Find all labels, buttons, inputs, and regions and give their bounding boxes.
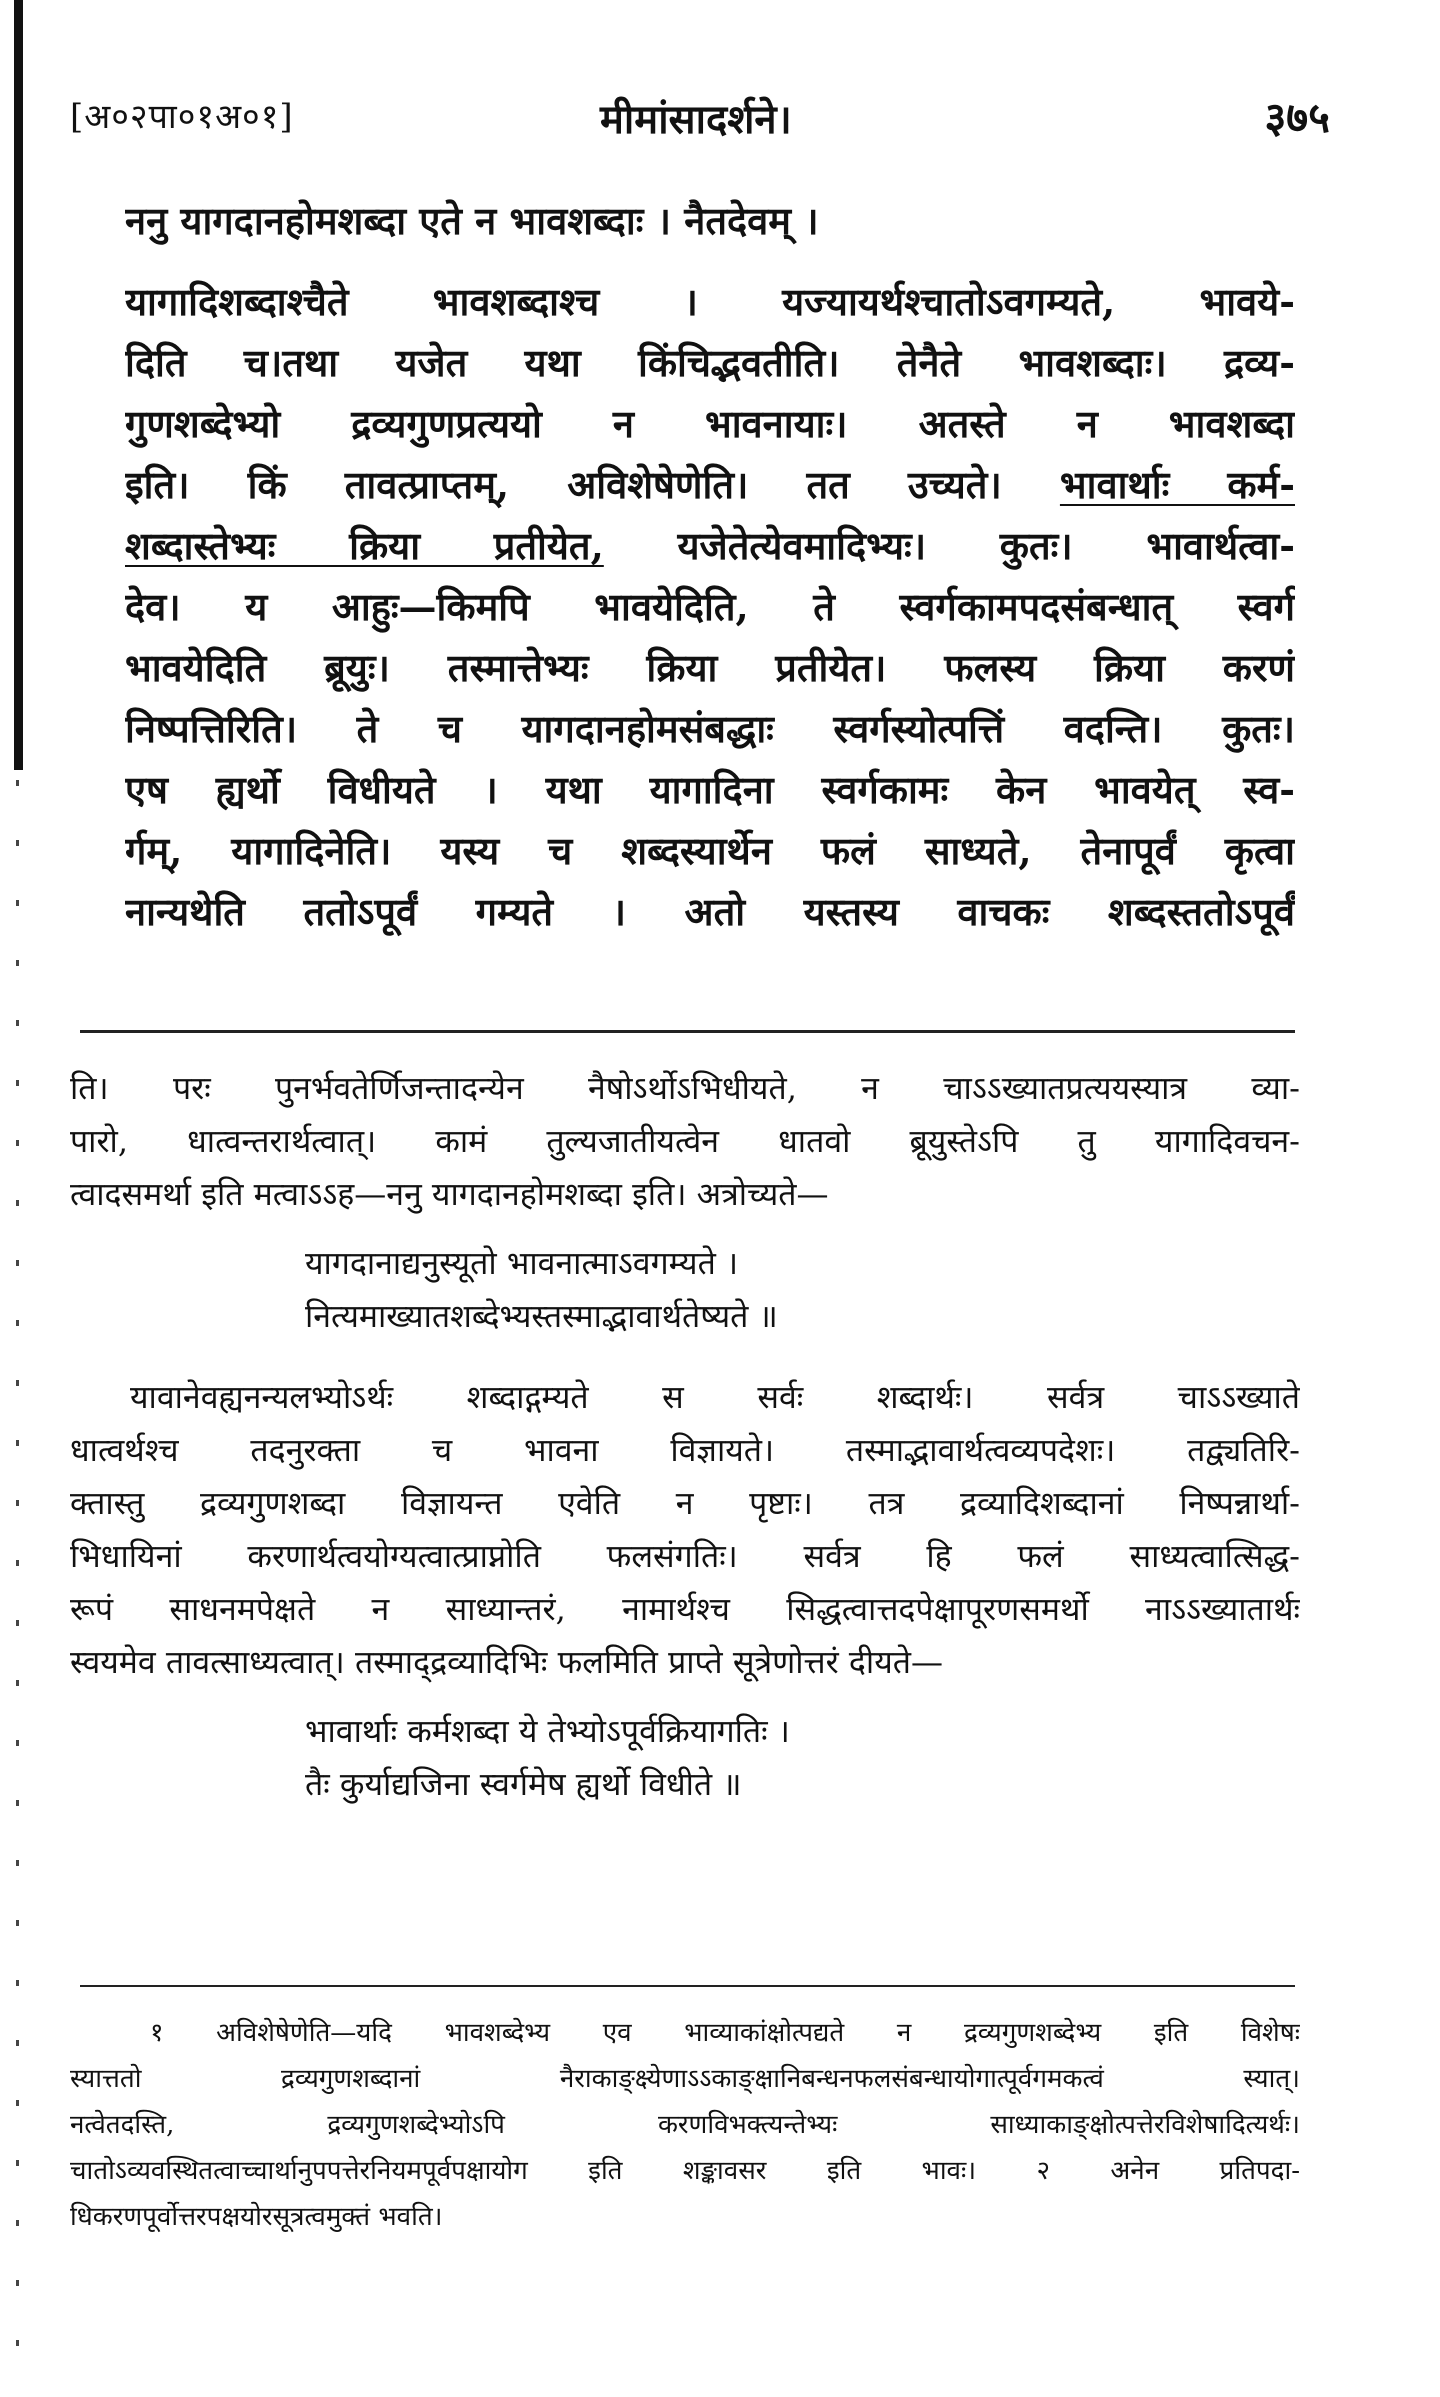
sutra-underline-cont: शब्दास्तेभ्यः क्रिया प्रतीयेत, xyxy=(125,523,604,568)
verse-block xyxy=(70,1705,1300,1811)
commentary xyxy=(70,1062,1300,1839)
footnote-line: नत्वेतदस्ति, द्रव्यगुणशब्देभ्योऽपि करणविभक्त्यन्तेभ्यः साध्याकाङ्क्षोत्पत्तेरविशेषादित्यर्थः। xyxy=(70,2110,1300,2140)
page-edge-bar xyxy=(14,0,23,770)
footnote-line: स्यात्ततो द्रव्यगुणशब्दानां नैराकाङ्क्ष्येणाऽऽकाङ्क्षानिबन्धनफलसंबन्धायोगात्पूर्वगमकत्वं स्यात्। xyxy=(70,2064,1300,2094)
footnote-divider xyxy=(80,1985,1295,1987)
footnote-line: चातोऽव्यवस्थितत्वाच्चार्थानुपपत्तेरनियमपूर्वपक्षायोग इति शङ्कावसर इति भावः। २ अनेन प्रतिपदा- xyxy=(70,2156,1300,2186)
running-title: मीमांसादर्शने। xyxy=(600,96,792,143)
main-line: नान्यथेति ततोऽपूर्वं गम्यते । अतो यस्तस्य वाचकः शब्दस्ततोऽपूर्वं xyxy=(125,889,1295,934)
main-line: निष्पत्तिरिति। ते च यागदानहोमसंबद्धाः स्वर्गस्योत्पत्तिं वदन्ति। कुतः। xyxy=(125,706,1295,751)
sutra-underline: भावार्थाः कर्म- xyxy=(1059,462,1295,507)
verse-block xyxy=(70,1237,1300,1343)
main-line-text: यजेतेत्येवमादिभ्यः। कुतः। भावार्थत्वा- xyxy=(677,523,1295,568)
page-number: ३७५ xyxy=(1264,93,1330,142)
footnote-line: धिकरणपूर्वोत्तरपक्षयोरसूत्रत्वमुक्तं भवति। xyxy=(70,2202,443,2232)
page-edge-marks xyxy=(16,780,19,2380)
main-line: देव। य आहुः—किमपि भावयेदिति, ते स्वर्गकामपदसंबन्धात् स्वर्ग xyxy=(125,584,1295,629)
main-line xyxy=(125,515,1295,576)
verse-line: भावार्थाः कर्मशब्दा ये तेभ्योऽपूर्वक्रियागतिः । xyxy=(305,1712,790,1750)
section-divider xyxy=(80,1030,1295,1033)
footnotes xyxy=(70,2010,1300,2240)
commentary-line: त्वादसमर्था इति मत्वाऽऽह—ननु यागदानहोमशब्दा इति। अत्रोच्यते— xyxy=(70,1175,829,1213)
commentary-line: स्वयमेव तावत्साध्यत्वात्। तस्माद्द्रव्यादिभिः फलमिति प्राप्ते सूत्रेणोत्तरं दीयते— xyxy=(70,1643,944,1681)
main-line-text: इति। किं तावत्प्राप्तम्, अविशेषेणेति। तत उच्यते। xyxy=(125,462,1002,507)
main-line: र्गम्, यागादिनेति। यस्य च शब्दस्यार्थेन फलं साध्यते, तेनापूर्वं कृत्वा xyxy=(125,828,1295,873)
chapter-reference: [अ०२पा०१अ०१] xyxy=(70,97,294,137)
commentary-line: धात्वर्थश्च तदनुरक्ता च भावना विज्ञायते। तस्माद्भावार्थत्वव्यपदेशः। तद्व्यतिरि- xyxy=(70,1431,1300,1469)
verse-line: तैः कुर्याद्यजिना स्वर्गमेष ह्यर्थो विधीते ॥ xyxy=(305,1765,742,1803)
main-line: एष ह्यर्थो विधीयते । यथा यागादिना स्वर्गकामः केन भावयेत् स्व- xyxy=(125,767,1295,812)
main-line: यागादिशब्दाश्चैते भावशब्दाश्च । यज्यायर्थश्चातोऽवगम्यते, भावये- xyxy=(125,279,1295,324)
main-line: ननु यागदानहोमशब्दा एते न भावशब्दाः । नैतदेवम् । xyxy=(125,198,819,243)
commentary-line: रूपं साधनमपेक्षते न साध्यान्तरं, नामार्थश्च सिद्धत्वात्तदपेक्षापूरणसमर्थो नाऽऽख्यातार्थः xyxy=(70,1590,1300,1628)
main-line xyxy=(125,454,1295,515)
main-line: गुणशब्देभ्यो द्रव्यगुणप्रत्ययो न भावनायाः। अतस्ते न भावशब्दा xyxy=(125,401,1295,446)
footnote-line: १ अविशेषेणेति—यदि भावशब्देभ्य एव भाव्याकांक्षोत्पद्यते न द्रव्यगुणशब्देभ्य इति विशेषः xyxy=(150,2018,1300,2048)
verse-line: नित्यमाख्यातशब्देभ्यस्तस्माद्भावार्थतेष्यते ॥ xyxy=(305,1297,778,1335)
main-line: भावयेदिति ब्रूयुः। तस्मात्तेभ्यः क्रिया प्रतीयेत। फलस्य क्रिया करणं xyxy=(125,645,1295,690)
main-line: दिति च।तथा यजेत यथा किंचिद्भवतीति। तेनैते भावशब्दाः। द्रव्य- xyxy=(125,340,1295,385)
commentary-line: पारो, धात्वन्तरार्थत्वात्। कामं तुल्यजातीयत्वेन धातवो ब्रूयुस्तेऽपि तु यागादिवचन- xyxy=(70,1122,1300,1160)
commentary-line: क्तास्तु द्रव्यगुणशब्दा विज्ञायन्त एवेति न पृष्टाः। तत्र द्रव्यादिशब्दानां निष्पन्नार्था- xyxy=(70,1484,1300,1522)
main-text xyxy=(125,190,1295,942)
page-header xyxy=(70,88,1330,148)
commentary-line: यावानेवह्यनन्यलभ्योऽर्थः शब्दाद्गम्यते स सर्वः शब्दार्थः। सर्वत्र चाऽऽख्याते xyxy=(130,1378,1300,1416)
verse-line: यागदानाद्यनुस्यूतो भावनात्माऽवगम्यते । xyxy=(305,1244,739,1282)
commentary-line: ति। परः पुनर्भवतेर्णिजन्तादन्येन नैषोऽर्थोऽभिधीयते, न चाऽऽख्यातप्रत्ययस्यात्र व्या- xyxy=(70,1069,1300,1107)
commentary-line: भिधायिनां करणार्थत्वयोग्यत्वात्प्राप्नोति फलसंगतिः। सर्वत्र हि फलं साध्यत्वात्सिद्ध- xyxy=(70,1537,1300,1575)
